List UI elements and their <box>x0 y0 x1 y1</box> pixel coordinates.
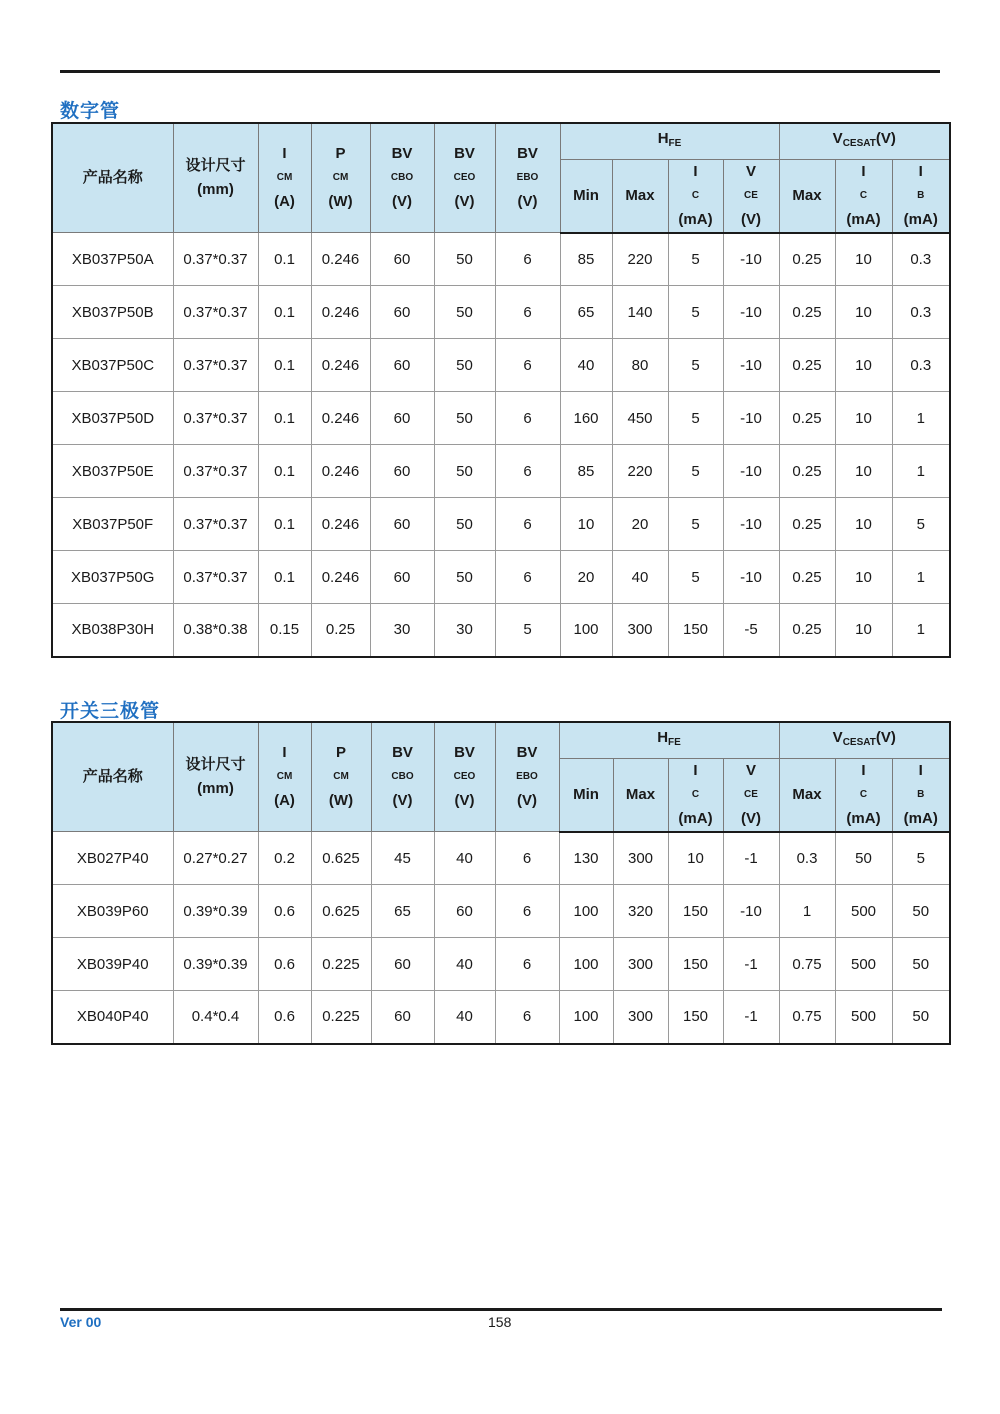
cell-pcm: 0.225 <box>311 991 371 1044</box>
header-hfe-vce: V CE (V) <box>723 159 779 233</box>
cell-bvcbo: 60 <box>370 498 434 551</box>
cell-vcesat-ib: 0.3 <box>892 286 950 339</box>
cell-pcm: 0.246 <box>311 233 370 286</box>
table-row <box>52 604 950 657</box>
cell-pcm: 0.246 <box>311 286 370 339</box>
cell-icm: 0.6 <box>258 938 311 991</box>
cell-hfe-min: 100 <box>559 991 613 1044</box>
header-product-name: 产品名称 <box>52 123 173 233</box>
cell-vcesat-ic: 500 <box>835 885 892 938</box>
cell-bvcbo: 65 <box>371 885 434 938</box>
cell-vcesat-ic: 10 <box>835 604 892 657</box>
spec-table-digital-transistor <box>51 122 951 658</box>
cell-bvceo: 40 <box>434 938 495 991</box>
cell-vcesat-ib: 0.3 <box>892 339 950 392</box>
bottom-rule <box>60 1308 942 1311</box>
cell-vcesat-ic: 10 <box>835 233 892 286</box>
cell-icm: 0.1 <box>258 392 311 445</box>
cell-pcm: 0.246 <box>311 339 370 392</box>
cell-pcm: 0.246 <box>311 392 370 445</box>
cell-vcesat-max: 0.3 <box>779 832 835 885</box>
cell-vcesat-ib: 0.3 <box>892 233 950 286</box>
cell-bvceo: 50 <box>434 551 495 604</box>
cell-bvceo: 60 <box>434 885 495 938</box>
cell-design-size: 0.37*0.37 <box>173 286 258 339</box>
cell-vcesat-ib: 50 <box>892 938 950 991</box>
cell-vcesat-ib: 5 <box>892 832 950 885</box>
header-design-size: 设计尺寸 (mm) <box>173 123 258 233</box>
cell-hfe-vce: -10 <box>723 498 779 551</box>
cell-product-name: XB039P40 <box>52 938 173 991</box>
cell-vcesat-ic: 10 <box>835 498 892 551</box>
table-row <box>52 286 950 339</box>
cell-icm: 0.2 <box>258 832 311 885</box>
cell-icm: 0.6 <box>258 885 311 938</box>
header-vcesat-ic: I C (mA) <box>835 159 892 233</box>
cell-vcesat-max: 0.25 <box>779 551 835 604</box>
cell-bvebo: 6 <box>495 286 560 339</box>
cell-design-size: 0.39*0.39 <box>173 938 258 991</box>
cell-icm: 0.15 <box>258 604 311 657</box>
cell-design-size: 0.38*0.38 <box>173 604 258 657</box>
cell-hfe-ic: 10 <box>668 832 723 885</box>
cell-vcesat-ib: 50 <box>892 885 950 938</box>
cell-design-size: 0.39*0.39 <box>173 885 258 938</box>
cell-vcesat-ic: 50 <box>835 832 892 885</box>
cell-design-size: 0.37*0.37 <box>173 233 258 286</box>
cell-hfe-min: 100 <box>559 885 613 938</box>
header-hfe-min: Min <box>559 758 613 832</box>
cell-hfe-vce: -1 <box>723 938 779 991</box>
cell-hfe-max: 300 <box>613 938 668 991</box>
cell-hfe-ic: 5 <box>668 233 723 286</box>
cell-hfe-min: 20 <box>560 551 612 604</box>
cell-bvceo: 30 <box>434 604 495 657</box>
cell-hfe-max: 220 <box>612 445 668 498</box>
cell-vcesat-max: 0.25 <box>779 233 835 286</box>
cell-hfe-ic: 150 <box>668 938 723 991</box>
cell-pcm: 0.225 <box>311 938 371 991</box>
cell-hfe-vce: -10 <box>723 885 779 938</box>
header-vcesat-ib: I B (mA) <box>892 758 950 832</box>
cell-bvebo: 6 <box>495 392 560 445</box>
cell-hfe-max: 320 <box>613 885 668 938</box>
cell-hfe-ic: 5 <box>668 339 723 392</box>
cell-bvcbo: 60 <box>370 286 434 339</box>
cell-hfe-ic: 5 <box>668 286 723 339</box>
cell-bvebo: 6 <box>495 233 560 286</box>
cell-hfe-ic: 5 <box>668 498 723 551</box>
cell-product-name: XB037P50C <box>52 339 173 392</box>
cell-product-name: XB037P50E <box>52 445 173 498</box>
header-hfe-vce: V CE (V) <box>723 758 779 832</box>
cell-hfe-ic: 150 <box>668 604 723 657</box>
cell-pcm: 0.246 <box>311 445 370 498</box>
cell-hfe-min: 130 <box>559 832 613 885</box>
cell-bvebo: 6 <box>495 885 559 938</box>
section-title-digital-transistor: 数字管 <box>60 100 121 122</box>
cell-vcesat-ic: 10 <box>835 339 892 392</box>
cell-bvebo: 6 <box>495 938 559 991</box>
cell-hfe-max: 300 <box>613 991 668 1044</box>
cell-bvebo: 5 <box>495 604 560 657</box>
cell-icm: 0.1 <box>258 445 311 498</box>
cell-hfe-min: 85 <box>560 233 612 286</box>
table-row <box>52 832 950 885</box>
cell-vcesat-max: 0.25 <box>779 392 835 445</box>
table-body-digital-transistor <box>52 233 950 657</box>
cell-vcesat-max: 0.25 <box>779 498 835 551</box>
section-title-switching-transistor: 开关三极管 <box>60 700 161 722</box>
cell-hfe-vce: -10 <box>723 339 779 392</box>
cell-bvceo: 40 <box>434 991 495 1044</box>
cell-design-size: 0.37*0.37 <box>173 339 258 392</box>
header-vcesat-ic: I C (mA) <box>835 758 892 832</box>
cell-pcm: 0.246 <box>311 551 370 604</box>
cell-bvceo: 50 <box>434 233 495 286</box>
cell-bvcbo: 60 <box>371 938 434 991</box>
cell-icm: 0.1 <box>258 286 311 339</box>
table-row <box>52 392 950 445</box>
cell-pcm: 0.25 <box>311 604 370 657</box>
cell-vcesat-ib: 1 <box>892 551 950 604</box>
cell-product-name: XB037P50A <box>52 233 173 286</box>
cell-hfe-ic: 150 <box>668 991 723 1044</box>
cell-vcesat-ic: 500 <box>835 938 892 991</box>
cell-vcesat-max: 0.25 <box>779 445 835 498</box>
cell-hfe-ic: 5 <box>668 445 723 498</box>
header-hfe-group: $H_{FE}$ <box>560 123 779 159</box>
table-body-switching-transistor <box>52 832 950 1044</box>
cell-vcesat-ib: 50 <box>892 991 950 1044</box>
cell-product-name: XB037P50G <box>52 551 173 604</box>
cell-bvcbo: 60 <box>370 551 434 604</box>
cell-hfe-max: 80 <box>612 339 668 392</box>
header-hfe-group: $H_{FE}$ <box>559 722 779 758</box>
header-hfe-ic: I C (mA) <box>668 159 723 233</box>
header-vcesat-max: Max <box>779 159 835 233</box>
table-row <box>52 551 950 604</box>
cell-icm: 0.6 <box>258 991 311 1044</box>
cell-vcesat-ic: 10 <box>835 286 892 339</box>
cell-hfe-vce: -1 <box>723 991 779 1044</box>
header-icm: I CM (A) <box>258 123 311 233</box>
version-label: Ver 00 <box>60 1314 102 1330</box>
cell-vcesat-ic: 10 <box>835 392 892 445</box>
cell-hfe-min: 65 <box>560 286 612 339</box>
cell-hfe-min: 100 <box>559 938 613 991</box>
cell-bvcbo: 30 <box>370 604 434 657</box>
cell-pcm: 0.246 <box>311 498 370 551</box>
cell-vcesat-ic: 500 <box>835 991 892 1044</box>
cell-bvcbo: 60 <box>370 392 434 445</box>
header-hfe-max: Max <box>612 159 668 233</box>
header-hfe-ic: I C (mA) <box>668 758 723 832</box>
cell-hfe-min: 160 <box>560 392 612 445</box>
cell-hfe-max: 20 <box>612 498 668 551</box>
cell-bvcbo: 60 <box>370 233 434 286</box>
cell-design-size: 0.37*0.37 <box>173 445 258 498</box>
header-vcesat-max: Max <box>779 758 835 832</box>
cell-hfe-vce: -10 <box>723 233 779 286</box>
page-number: 158 <box>488 1314 512 1330</box>
table-row <box>52 991 950 1044</box>
cell-hfe-max: 140 <box>612 286 668 339</box>
cell-bvebo: 6 <box>495 991 559 1044</box>
cell-hfe-ic: 150 <box>668 885 723 938</box>
cell-product-name: XB040P40 <box>52 991 173 1044</box>
header-hfe-max: Max <box>613 758 668 832</box>
cell-pcm: 0.625 <box>311 832 371 885</box>
cell-design-size: 0.4*0.4 <box>173 991 258 1044</box>
cell-bvebo: 6 <box>495 832 559 885</box>
cell-vcesat-max: 0.25 <box>779 604 835 657</box>
cell-product-name: XB027P40 <box>52 832 173 885</box>
header-bvcbo: BV CBO (V) <box>371 722 434 832</box>
cell-bvebo: 6 <box>495 339 560 392</box>
cell-bvceo: 40 <box>434 832 495 885</box>
cell-hfe-vce: -10 <box>723 551 779 604</box>
cell-icm: 0.1 <box>258 498 311 551</box>
cell-vcesat-ib: 1 <box>892 392 950 445</box>
cell-hfe-min: 10 <box>560 498 612 551</box>
cell-hfe-min: 85 <box>560 445 612 498</box>
cell-bvcbo: 60 <box>371 991 434 1044</box>
cell-bvceo: 50 <box>434 339 495 392</box>
cell-bvceo: 50 <box>434 445 495 498</box>
cell-design-size: 0.27*0.27 <box>173 832 258 885</box>
header-hfe-min: Min <box>560 159 612 233</box>
cell-design-size: 0.37*0.37 <box>173 392 258 445</box>
cell-hfe-ic: 5 <box>668 392 723 445</box>
cell-hfe-min: 100 <box>560 604 612 657</box>
header-vcesat-group: $V_{CESAT}(V)$ <box>779 722 950 758</box>
cell-hfe-vce: -10 <box>723 286 779 339</box>
table-row <box>52 938 950 991</box>
header-pcm: P CM (W) <box>311 123 370 233</box>
table-row <box>52 445 950 498</box>
cell-bvceo: 50 <box>434 498 495 551</box>
header-bvcbo: BV CBO (V) <box>370 123 434 233</box>
cell-hfe-max: 220 <box>612 233 668 286</box>
cell-vcesat-max: 1 <box>779 885 835 938</box>
top-rule <box>60 70 940 73</box>
header-vcesat-group: $V_{CESAT}(V)$ <box>779 123 950 159</box>
cell-vcesat-max: 0.75 <box>779 991 835 1044</box>
cell-hfe-max: 40 <box>612 551 668 604</box>
cell-design-size: 0.37*0.37 <box>173 498 258 551</box>
cell-bvebo: 6 <box>495 551 560 604</box>
cell-vcesat-ic: 10 <box>835 551 892 604</box>
table-row <box>52 498 950 551</box>
cell-hfe-vce: -10 <box>723 392 779 445</box>
cell-product-name: XB039P60 <box>52 885 173 938</box>
cell-vcesat-max: 0.75 <box>779 938 835 991</box>
cell-hfe-vce: -10 <box>723 445 779 498</box>
cell-bvebo: 6 <box>495 445 560 498</box>
cell-hfe-ic: 5 <box>668 551 723 604</box>
cell-design-size: 0.37*0.37 <box>173 551 258 604</box>
cell-hfe-max: 450 <box>612 392 668 445</box>
cell-product-name: XB037P50B <box>52 286 173 339</box>
cell-hfe-vce: -1 <box>723 832 779 885</box>
cell-pcm: 0.625 <box>311 885 371 938</box>
cell-vcesat-max: 0.25 <box>779 339 835 392</box>
cell-vcesat-ib: 5 <box>892 498 950 551</box>
cell-hfe-max: 300 <box>613 832 668 885</box>
cell-vcesat-max: 0.25 <box>779 286 835 339</box>
cell-vcesat-ib: 1 <box>892 445 950 498</box>
header-bvceo: BV CEO (V) <box>434 722 495 832</box>
cell-icm: 0.1 <box>258 551 311 604</box>
header-bvebo: BV EBO (V) <box>495 722 559 832</box>
cell-product-name: XB037P50F <box>52 498 173 551</box>
spec-table-switching-transistor <box>51 721 951 1045</box>
cell-bvcbo: 60 <box>370 445 434 498</box>
table-row <box>52 233 950 286</box>
table-row <box>52 885 950 938</box>
cell-bvcbo: 45 <box>371 832 434 885</box>
header-bvceo: BV CEO (V) <box>434 123 495 233</box>
header-icm: I CM (A) <box>258 722 311 832</box>
cell-bvcbo: 60 <box>370 339 434 392</box>
cell-hfe-min: 40 <box>560 339 612 392</box>
table-row <box>52 339 950 392</box>
cell-vcesat-ib: 1 <box>892 604 950 657</box>
header-pcm: P CM (W) <box>311 722 371 832</box>
cell-product-name: XB038P30H <box>52 604 173 657</box>
header-design-size: 设计尺寸 (mm) <box>173 722 258 832</box>
cell-icm: 0.1 <box>258 339 311 392</box>
cell-bvebo: 6 <box>495 498 560 551</box>
header-product-name: 产品名称 <box>52 722 173 832</box>
cell-product-name: XB037P50D <box>52 392 173 445</box>
cell-vcesat-ic: 10 <box>835 445 892 498</box>
cell-bvceo: 50 <box>434 392 495 445</box>
cell-icm: 0.1 <box>258 233 311 286</box>
header-bvebo: BV EBO (V) <box>495 123 560 233</box>
cell-hfe-max: 300 <box>612 604 668 657</box>
cell-hfe-vce: -5 <box>723 604 779 657</box>
header-vcesat-ib: I B (mA) <box>892 159 950 233</box>
cell-bvceo: 50 <box>434 286 495 339</box>
